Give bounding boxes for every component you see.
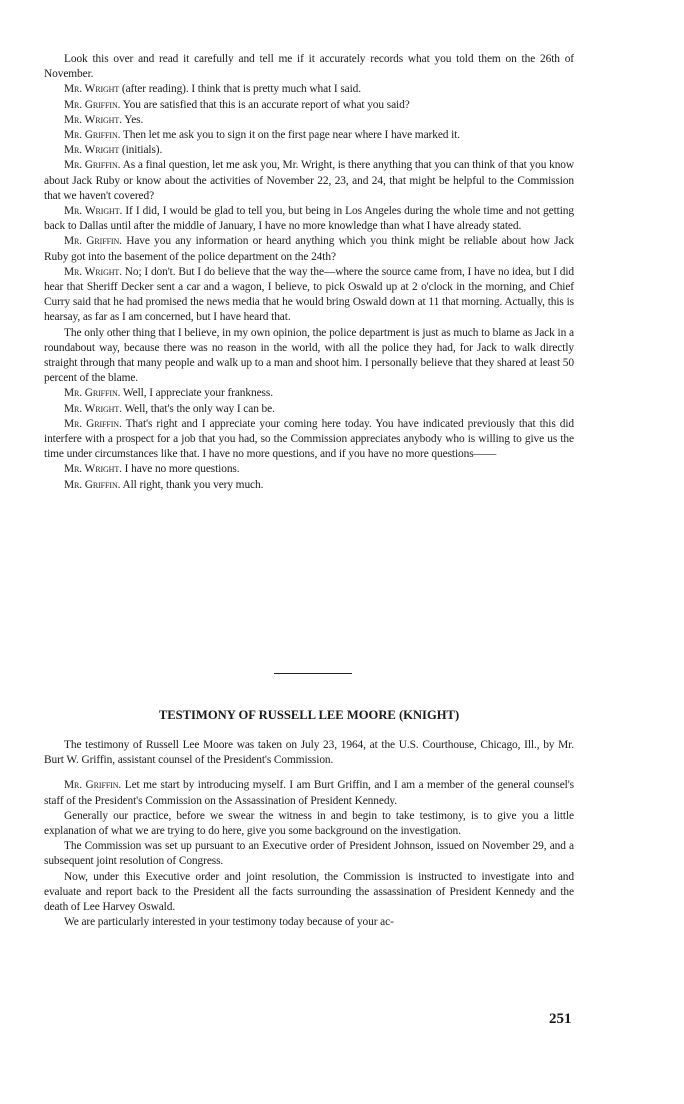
paragraph: The Commission was set up pursuant to an Executive order of President Johnson, issued on November 29, and a subsequent joint resolution of Congress. — [44, 840, 574, 868]
speaker-name: Mr. Griffin. — [64, 478, 121, 491]
speaker-name: Mr. Griffin. — [64, 129, 121, 142]
paragraph: Mr. Griffin. Well, I appreciate your frankness. — [64, 387, 273, 400]
speaker-name: Mr. Griffin. — [64, 159, 121, 172]
paragraph: Mr. Griffin. You are satisfied that this is an accurate report of what you said? — [64, 98, 410, 111]
speaker-name: Mr. Wright. — [64, 265, 122, 278]
paragraph: Mr. Wright (initials). — [64, 144, 163, 157]
transcript-top-section — [44, 52, 574, 493]
paragraph: Mr. Wright. Well, that's the only way I can be. — [64, 402, 275, 415]
paragraph: Mr. Griffin. Let me start by introducing myself. I am Burt Griffin, and I am a member of the general counsel's staff of the President's Commission on the Assassination of President Kennedy. — [44, 779, 574, 807]
paragraph: Mr. Griffin. As a final question, let me ask you, Mr. Wright, is there anything that you can think of that you know about Jack Ruby or know about the activities of November 22, 23, and 24, that might be helpful to the Commission that we haven't covered? — [44, 159, 575, 202]
paragraph: Generally our practice, before we swear the witness in and begin to take testimony, is to give you a little explanation of what we are trying to do here, give you some background on the investigation. — [44, 809, 574, 838]
spacer — [44, 768, 574, 778]
page-number: 251 — [549, 1011, 572, 1027]
transcript-bottom-section — [44, 738, 574, 930]
speaker-name: Mr. Griffin. — [64, 387, 121, 400]
speaker-name: Mr. Wright. — [64, 205, 123, 218]
paragraph: Mr. Wright. Yes. — [64, 113, 144, 126]
intro-paragraph: The testimony of Russell Lee Moore was taken on July 23, 1964, at the U.S. Courthouse, Chicago, Ill., by Mr. Burt W. Griffin, assistant counsel of the President's Commission. — [44, 739, 574, 767]
speaker-name: Mr. Wright. — [64, 113, 122, 126]
paragraph: Look this over and read it carefully and tell me if it accurately records what you told them on the 26th of November. — [44, 53, 574, 81]
section-divider — [274, 673, 352, 674]
speaker-name: Mr. Wright — [64, 83, 120, 96]
paragraph: Mr. Griffin. That's right and I appreciate your coming here today. You have indicated previously that this did interfere with a prospect for a job that you had, so the Commission appreciates anybody who is willing to give us the time under circumstances like that. I have no more questions, and if you have no more questions—— — [44, 417, 574, 461]
speaker-name: Mr. Griffin. — [64, 235, 122, 248]
speaker-name: Mr. Wright — [64, 144, 120, 157]
paragraph: Mr. Wright. If I did, I would be glad to tell you, but being in Los Angeles during the whole time and not getting back to Dallas until after the middle of January, I have no more knowledge than what I have already stated. — [44, 205, 574, 233]
section-heading: TESTIMONY OF RUSSELL LEE MOORE (KNIGHT) — [158, 708, 460, 722]
paragraph: We are particularly interested in your testimony today because of your ac- — [64, 916, 394, 929]
speaker-name: Mr. Griffin. — [64, 779, 122, 792]
speaker-name: Mr. Griffin. — [64, 417, 122, 430]
speaker-name: Mr. Wright. — [64, 463, 122, 476]
paragraph: The only other thing that I believe, in my own opinion, the police department is just as much to blame as Jack in a roundabout way, because there was no reason in the world, with all the police they had, for Jack to walk directly straight through that many people and walk up to a man and shoot him. I personally believe that they shared at least 50 percent of the blame. — [44, 326, 574, 385]
paragraph: Mr. Wright. I have no more questions. — [64, 463, 240, 476]
paragraph: Mr. Griffin. All right, thank you very much. — [64, 478, 264, 491]
paragraph: Now, under this Executive order and joint resolution, the Commission is instructed to investigate into and evaluate and report back to the President all the facts surrounding the assassination of President Kennedy and the death of Lee Harvey Oswald. — [44, 870, 574, 914]
speaker-name: Mr. Wright. — [64, 402, 122, 415]
paragraph: Mr. Griffin. Then let me ask you to sign it on the first page near where I have marked it. — [64, 129, 460, 142]
paragraph: Mr. Griffin. Have you any information or heard anything which you think might be reliable about how Jack Ruby got into the basement of the police department on the 24th? — [44, 235, 574, 263]
speaker-name: Mr. Griffin. — [64, 98, 121, 111]
paragraph: Mr. Wright. No; I don't. But I do believe that the way the—where the source came from, I have no idea, but I did hear that Sheriff Decker sent a car and a wagon, I believe, to pick Oswald up at 2 o'clock in the morning, and Chief Curry said that he had promised the news media that he would bring Oswald down at 11 that morning. Actually, this is hearsay, as far as I am concerned, but I have heard that. — [44, 265, 574, 324]
paragraph: Mr. Wright (after reading). I think that is pretty much what I said. — [64, 83, 362, 96]
